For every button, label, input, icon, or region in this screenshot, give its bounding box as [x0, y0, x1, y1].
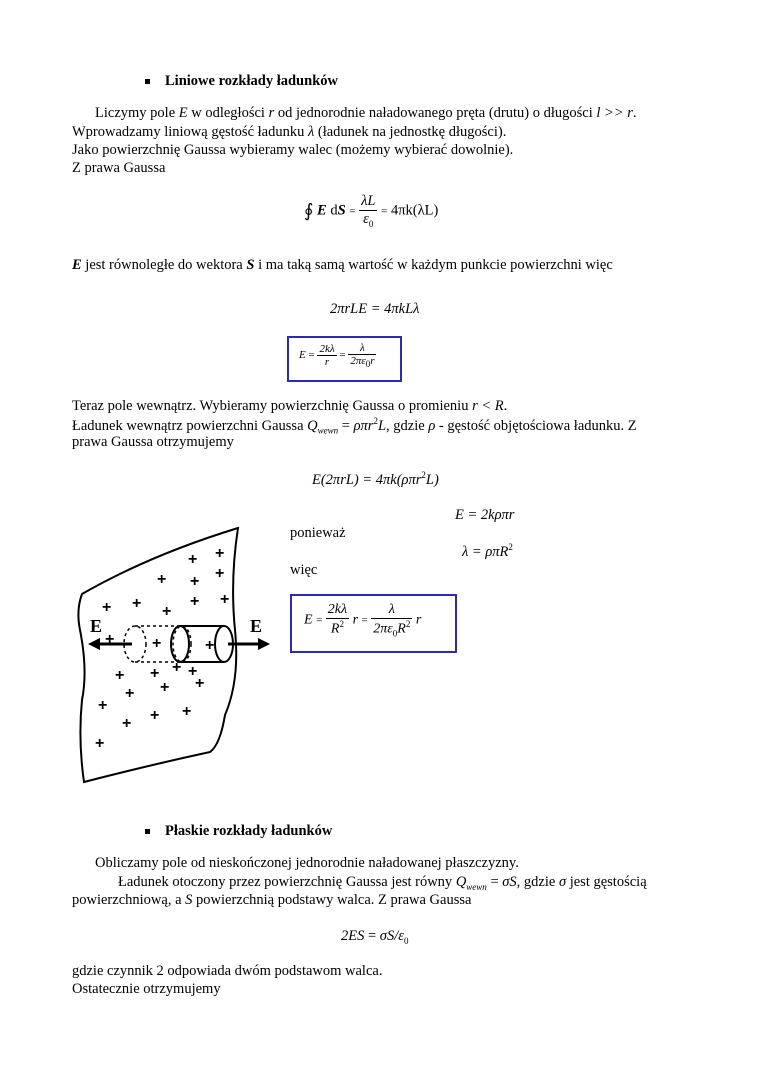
svg-text:+: +: [162, 603, 172, 620]
paragraph-finally: Ostatecznie otrzymujemy: [72, 981, 221, 997]
field-label-left: E: [90, 616, 103, 636]
svg-text:+: +: [150, 665, 160, 682]
equation-linear-gauss: 2πrLE = 4πkLλ: [330, 301, 420, 317]
label-therefore: więc: [290, 562, 318, 578]
paragraph-inside-field: Teraz pole wewnątrz. Wybieramy powierzchnię Gaussa o promieniu r < R.: [72, 398, 508, 414]
paragraph-inside-charge: Ładunek wewnątrz powierzchni Gaussa $Q_{wewn} = \rho\pi r^2L$, gdzie ρ - gęstość objętościowa ładunku. Z: [72, 416, 637, 436]
paragraph-plane-charge: Ładunek otoczony przez powierzchnię Gaussa jest równy $Q_{wewn} = \sigma S$, gdzie σ jest gęstością: [118, 874, 647, 892]
equation-plane-gauss: $2ES = \sigma S/\varepsilon_0$: [341, 928, 409, 946]
svg-text:+: +: [152, 635, 162, 652]
paragraph-plane-surface: powierzchniową, a S powierzchnią podstawy walca. Z prawa Gaussa: [72, 892, 472, 908]
svg-text:+: +: [190, 573, 200, 590]
paragraph-field-distance: Liczymy pole E w odległości r od jednorodnie naładowanego pręta (drutu) o długości l >> r.: [95, 105, 637, 121]
paragraph-factor-two: gdzie czynnik 2 odpowiada dwóm podstawom walca.: [72, 963, 383, 979]
label-because: ponieważ: [290, 525, 346, 541]
paragraph-plane-field: Obliczamy pole od nieskończonej jednorodnie naładowanej płaszczyzny.: [95, 855, 519, 871]
svg-text:+: +: [172, 659, 182, 676]
svg-text:+: +: [205, 637, 215, 654]
result-box-inside: E = $\frac{2k\lambda}{R^2}$ r = $\frac{\lambda}{2\pi\varepsilon_0R^2}$ r: [290, 594, 457, 653]
fraction: $\frac{\lambda L}{\varepsilon_0}$: [361, 193, 376, 229]
paragraph-gauss-law: Z prawa Gaussa: [72, 160, 166, 176]
fraction: $\frac{\lambda}{2\pi\varepsilon_0r}$: [350, 342, 375, 370]
svg-text:+: +: [215, 565, 225, 582]
bullet-icon: [145, 829, 150, 834]
svg-text:+: +: [150, 707, 160, 724]
result-box-outside: E = $\frac{2k\lambda}{r}$ = $\frac{\lambda}{2\pi\varepsilon_0r}$: [287, 336, 402, 382]
charged-plane-figure: [60, 520, 290, 790]
section-heading-linear: Liniowe rozkłady ładunków: [165, 73, 338, 89]
svg-text:+: +: [102, 599, 112, 616]
svg-text:+: +: [215, 545, 225, 562]
svg-text:+: +: [188, 663, 198, 680]
svg-text:+: +: [182, 703, 192, 720]
svg-text:+: +: [160, 679, 170, 696]
svg-text:+: +: [188, 551, 198, 568]
fraction: $\frac{\lambda}{2\pi\varepsilon_0R^2}$: [373, 602, 411, 639]
svg-text:+: +: [115, 667, 125, 684]
svg-text:+: +: [122, 715, 132, 732]
svg-text:+: +: [105, 631, 115, 648]
paragraph-linear-density: Wprowadzamy liniową gęstość ładunku λ (ładunek na jednostkę długości).: [72, 124, 507, 140]
svg-text:+: +: [98, 697, 108, 714]
svg-text:+: +: [125, 685, 135, 702]
svg-text:+: +: [95, 735, 105, 752]
paragraph-gauss-surface: Jako powierzchnię Gaussa wybieramy walec (możemy wybierać dowolnie).: [72, 142, 514, 158]
paragraph-parallel: E jest równoległe do wektora S i ma taką samą wartość w każdym punkcie powierzchni więc: [72, 257, 613, 273]
equation-gauss-integral: ∮ E dS = $\frac{\lambda L}{\varepsilon_0}$ = 4πk(λL): [304, 193, 439, 229]
bullet-icon: [145, 79, 150, 84]
field-label-right: E: [250, 616, 263, 636]
svg-text:+: +: [195, 675, 205, 692]
svg-text:+: +: [190, 593, 200, 610]
paragraph-gauss-result: prawa Gaussa otrzymujemy: [72, 434, 234, 450]
equation-inside-field: E = 2kρπr: [455, 507, 515, 523]
fraction: $\frac{2k\lambda}{r}$: [319, 343, 335, 369]
equation-inside-gauss: E(2πrL) = 4πk(ρπr$^2$L): [312, 470, 439, 488]
svg-text:+: +: [220, 591, 230, 608]
equation-lambda: λ = ρπR$^2$: [462, 542, 513, 560]
svg-text:+: +: [132, 595, 142, 612]
svg-text:+: +: [157, 571, 167, 588]
section-heading-planar: Płaskie rozkłady ładunków: [165, 823, 333, 839]
fraction: $\frac{2k\lambda}{R^2}$: [327, 602, 348, 638]
